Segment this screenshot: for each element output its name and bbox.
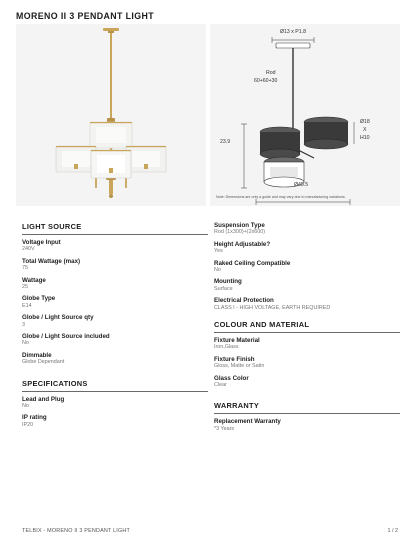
spec-label: Glass Color	[214, 374, 249, 382]
spec-globe-type	[22, 295, 208, 309]
colour-material-heading: COLOUR AND MATERIAL	[214, 320, 400, 333]
dim-height: 23.9	[220, 139, 231, 145]
spec-replacement-warranty	[214, 418, 400, 432]
page-footer	[22, 528, 398, 538]
title-bar	[16, 8, 400, 24]
dimension-drawing	[210, 24, 400, 206]
dim-rod-value: 60+60+30	[254, 78, 278, 84]
spec-label: Globe / Light Source qty	[22, 314, 94, 322]
spec-value: No	[22, 402, 29, 409]
spec-label: Fixture Material	[214, 336, 260, 344]
dimension-note: Note: Dimensions are only a guide and may vary due to manufacturing variations.	[216, 195, 346, 199]
spec-label: Voltage Input	[22, 239, 61, 246]
spec-label: Dimmable	[22, 351, 52, 359]
spec-wattage	[22, 277, 208, 291]
dim-rod-label: Rod	[266, 70, 276, 76]
spec-label: Suspension Type	[214, 222, 265, 229]
product-photo	[16, 24, 206, 206]
spec-dimmable	[22, 352, 208, 366]
spec-lead-and-plug	[22, 396, 208, 410]
dim-width: Ø45.5	[294, 182, 309, 188]
spec-globe-included	[22, 333, 208, 347]
spec-value: Surface	[214, 285, 233, 292]
spec-value: E14	[22, 302, 32, 309]
specifications-heading: SPECIFICATIONS	[22, 379, 208, 392]
spec-value: 3	[22, 321, 25, 328]
spec-label: IP rating	[22, 414, 47, 422]
spec-ip-rating	[22, 414, 208, 428]
shade-back	[90, 122, 132, 148]
drawing-shade-left	[260, 127, 300, 159]
spec-value: Clear	[214, 381, 227, 388]
spec-electrical-protection	[214, 297, 400, 311]
warranty-heading: WARRANTY	[214, 401, 400, 414]
spec-value: Iron,Glass	[214, 344, 239, 351]
page-title: MORENO II 3 PENDANT LIGHT	[16, 11, 155, 21]
right-spec-column	[214, 222, 400, 437]
spec-value: IP20	[22, 421, 34, 428]
spec-label: Wattage	[22, 276, 46, 284]
spec-label: Electrical Protection	[214, 297, 274, 305]
footer-product-name: TELBIX - MORENO II 3 PENDANT LIGHT	[22, 528, 130, 534]
shade-right	[126, 146, 166, 172]
spec-label: Globe / Light Source included	[22, 332, 110, 340]
spec-fixture-finish	[214, 356, 400, 370]
light-source-heading: LIGHT SOURCE	[22, 222, 208, 235]
spec-label: Fixture Finish	[214, 355, 255, 363]
dim-shade-diameter: Ø18	[360, 119, 370, 125]
spec-globe-qty	[22, 314, 208, 328]
spec-value: Globe Dependant	[22, 359, 65, 366]
dim-shade-height: H10	[360, 135, 370, 141]
left-spec-column	[22, 222, 208, 433]
drawing-shade-right	[304, 117, 348, 149]
spec-mounting	[214, 278, 400, 292]
shade-front	[91, 150, 131, 178]
spec-value: Gloss, Matte or Satin	[214, 363, 265, 370]
shade-left	[56, 146, 96, 172]
spec-value: CLASS I - HIGH VOLTAGE, EARTH REQUIRED	[214, 304, 331, 311]
spec-value: 240V	[22, 246, 35, 253]
spec-suspension-type	[214, 222, 400, 236]
spec-glass-color	[214, 375, 400, 389]
light-source-list	[22, 239, 208, 366]
spec-value: No	[214, 267, 221, 273]
spec-label: Total Wattage (max)	[22, 257, 81, 265]
spec-label: Height Adjustable?	[214, 240, 271, 248]
spec-total-wattage	[22, 258, 208, 272]
dim-shade-x: X	[363, 127, 367, 133]
spec-fixture-material	[214, 337, 400, 351]
dim-canopy: Ø13 x P1.8	[280, 29, 306, 35]
page-number: 1 / 2	[387, 528, 398, 534]
spec-raked-ceiling	[214, 260, 400, 274]
spec-value: 75	[22, 265, 28, 272]
spec-height-adjustable	[214, 241, 400, 255]
spec-label: Globe Type	[22, 295, 56, 303]
spec-value: 25	[22, 284, 28, 290]
spec-value: Rod (1x300)+(2x600)	[214, 229, 266, 236]
spec-value: Yes	[214, 248, 223, 255]
dimension-line-drawing	[210, 24, 400, 206]
spec-label: Mounting	[214, 278, 242, 286]
spec-value: No	[22, 340, 29, 347]
spec-label: Lead and Plug	[22, 395, 65, 403]
pendant-photo-illustration	[16, 24, 206, 206]
spec-voltage-input	[22, 239, 208, 253]
spec-value: *3 Years	[214, 425, 235, 432]
spec-label: Raked Ceiling Compatible	[214, 259, 291, 267]
spec-label: Replacement Warranty	[214, 418, 281, 426]
